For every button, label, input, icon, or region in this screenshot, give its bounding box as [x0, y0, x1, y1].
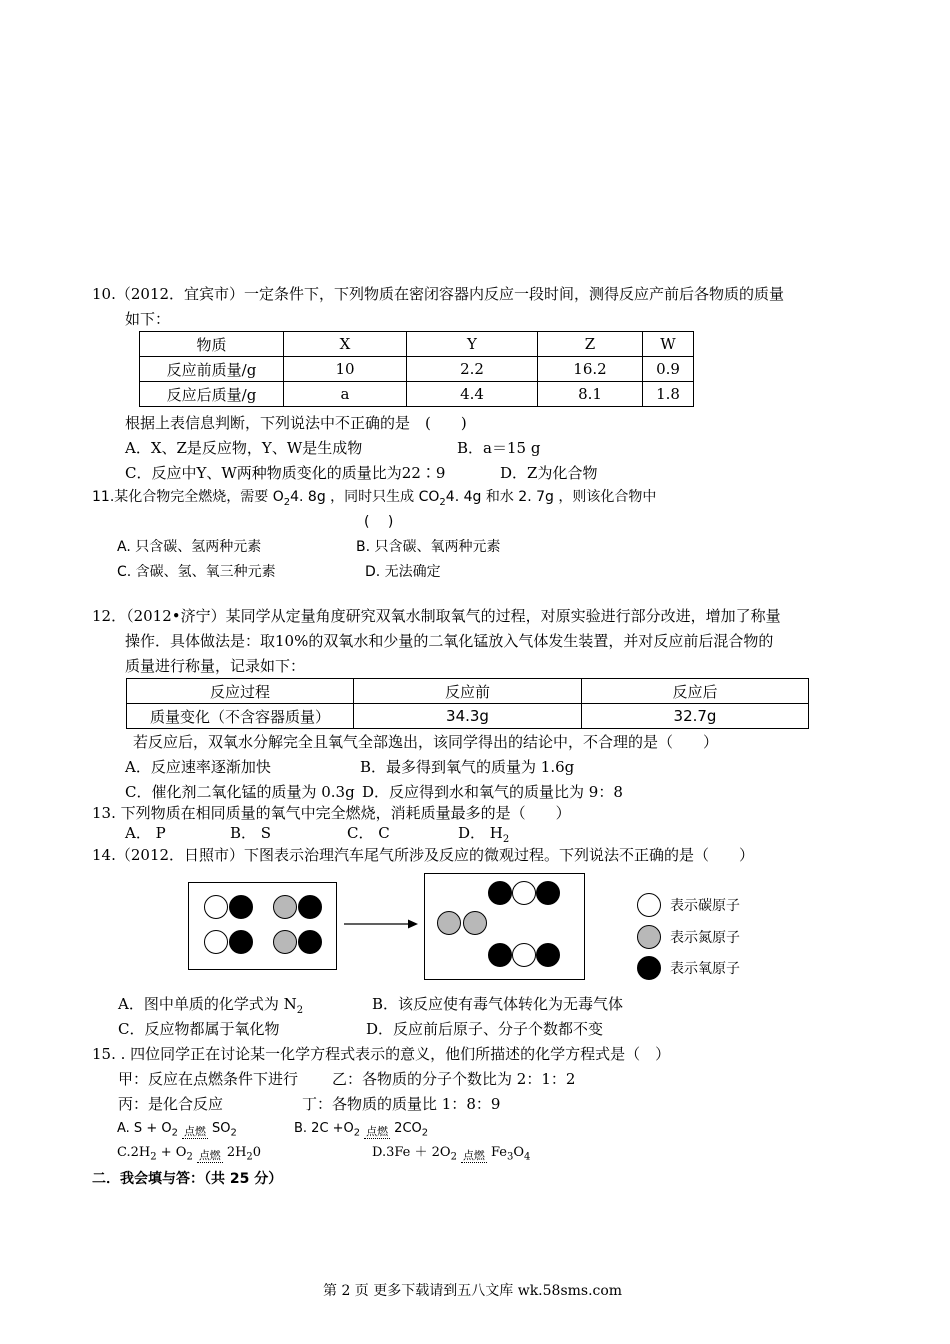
q15-option-a: A. $S + O_2$ 点燃 $SO_2$: [117, 1121, 237, 1139]
q12-stem-line2: 操作．具体做法是：取10%的双氧水和少量的二氧化锰放入气体发生装置，并对反应前后混合物的: [125, 632, 774, 650]
table-cell: 1.8: [643, 382, 694, 407]
q15-option-c: $C.2H_2 + O_2$ 点燃 $2H_20$: [117, 1145, 262, 1163]
table-cell: X: [284, 332, 407, 357]
table-cell: 8.1: [538, 382, 643, 407]
q12-option-d: D．反应得到水和氧气的质量比为 9：8: [362, 783, 623, 801]
table-row: [127, 679, 809, 704]
legend-nitrogen-icon: [637, 925, 661, 949]
page-footer: 第 2 页 更多下载请到五八文库 wk.58sms.com: [323, 1283, 623, 1299]
oxygen-atom-icon: [298, 930, 322, 954]
q12-question: 若反应后，双氧水分解完全且氧气全部逸出，该同学得出的结论中，不合理的是（ ）: [133, 733, 719, 751]
q13-option-b: B． S: [230, 824, 272, 842]
q12-stem-line1: 12．（2012•济宁）某同学从定量角度研究双氧水制取氧气的过程，对原实验进行部分改进，增加了称量: [92, 607, 781, 625]
carbon-atom-icon: [512, 943, 536, 967]
q14-option-d: D．反应前后原子、分子个数都不变: [366, 1020, 604, 1038]
condition-label: 点燃: [198, 1149, 221, 1162]
q14-option-b: B．该反应使有毒气体转化为无毒气体: [372, 995, 624, 1013]
table-cell: 物质: [140, 332, 284, 357]
q10-option-d: D．Z为化合物: [500, 464, 598, 482]
table-row: [140, 357, 694, 382]
oxygen-atom-icon: [536, 943, 560, 967]
legend-carbon-icon: [637, 893, 661, 917]
table-row: [127, 704, 809, 729]
q11-option-c: C. 含碳、氢、氧三种元素: [117, 564, 276, 580]
oxygen-atom-icon: [488, 881, 512, 905]
table-cell: 0.9: [643, 357, 694, 382]
q10-option-c: C．反应中Y、W两种物质变化的质量比为22∶9: [125, 464, 446, 482]
table-cell: 质量变化（不含容器质量）: [127, 704, 354, 729]
q10-stem-line2: 如下：: [125, 310, 171, 328]
table-cell: W: [643, 332, 694, 357]
oxygen-atom-icon: [229, 930, 253, 954]
q10-table: [139, 331, 694, 407]
q14-option-c: C．反应物都属于氧化物: [118, 1020, 280, 1038]
q11-option-d: D. 无法确定: [365, 564, 441, 580]
table-cell: 32.7g: [582, 704, 809, 729]
oxygen-atom-icon: [229, 895, 253, 919]
table-cell: 反应后: [582, 679, 809, 704]
table-cell: 反应过程: [127, 679, 354, 704]
carbon-atom-icon: [204, 895, 228, 919]
table-cell: 2.2: [407, 357, 538, 382]
q12-option-b: B．最多得到氧气的质量为 1.6g: [360, 758, 575, 776]
q11-option-b: B. 只含碳、氧两种元素: [356, 539, 501, 555]
table-cell: 16.2: [538, 357, 643, 382]
q13-option-a: A． P: [125, 824, 166, 842]
nitrogen-atom-icon: [437, 911, 461, 935]
nitrogen-atom-icon: [273, 895, 297, 919]
table-cell: 反应前: [354, 679, 582, 704]
q10-option-b: B．a＝15 g: [457, 439, 541, 457]
oxygen-atom-icon: [298, 895, 322, 919]
table-cell: 34.3g: [354, 704, 582, 729]
q15-option-b: B. $2C +O_2$ 点燃 $2CO_2$: [294, 1121, 429, 1139]
q14-stem: 14.（2012．日照市）下图表示治理汽车尾气所涉及反应的微观过程。下列说法不正确的是（ ）: [92, 846, 755, 864]
q11-stem: 11.某化合物完全燃烧，需要 $O_24$. 8g ，同时只生成 $CO_24$. 4g 和水 2. 7g ，则该化合物中: [92, 489, 657, 508]
q10-option-a: A．X、Z是反应物，Y、W是生成物: [125, 439, 363, 457]
q15-ding: 丁：各物质的质量比 1：8：9: [302, 1095, 501, 1113]
carbon-atom-icon: [512, 881, 536, 905]
q13-option-c: C． C: [347, 824, 390, 842]
table-cell: 4.4: [407, 382, 538, 407]
condition-label: 点燃: [462, 1149, 485, 1162]
legend-oxygen-label: 表示氧原子: [670, 961, 740, 977]
table-cell: Y: [407, 332, 538, 357]
table-cell: 反应前质量/g: [140, 357, 284, 382]
reaction-arrow-icon: [342, 916, 420, 932]
oxygen-atom-icon: [536, 881, 560, 905]
legend-nitrogen-label: 表示氮原子: [670, 930, 740, 946]
legend-carbon-label: 表示碳原子: [670, 898, 740, 914]
oxygen-atom-icon: [488, 943, 512, 967]
table-cell: 10: [284, 357, 407, 382]
q11-paren: ( ): [364, 514, 394, 530]
condition-label: 点燃: [183, 1125, 206, 1138]
q12-table: [126, 678, 809, 729]
q13-stem: 13. 下列物质在相同质量的氧气中完全燃烧，消耗质量最多的是（ ）: [92, 804, 571, 822]
q12-option-a: A．反应速率逐渐加快: [125, 758, 271, 776]
q12-option-c: C．催化剂二氧化锰的质量为 0.3g: [125, 783, 355, 801]
q12-stem-line3: 质量进行称量，记录如下：: [125, 657, 306, 675]
carbon-atom-icon: [204, 930, 228, 954]
q10-question: 根据上表信息判断，下列说法中不正确的是 ( ): [125, 414, 467, 432]
q13-option-d: D． $H_2$: [458, 824, 510, 845]
section-2-heading: 二．我会填与答：（共 25 分）: [92, 1171, 283, 1187]
table-row: [140, 382, 694, 407]
q10-stem-line1: 10.（2012．宜宾市）一定条件下，下列物质在密闭容器内反应一段时间，测得反应产前后各物质的质量: [92, 285, 785, 303]
q11-option-a: A. 只含碳、氢两种元素: [117, 539, 262, 555]
legend-oxygen-icon: [637, 956, 661, 980]
nitrogen-atom-icon: [273, 930, 297, 954]
q15-jia: 甲：反应在点燃条件下进行: [118, 1070, 299, 1088]
q15-yi: 乙：各物质的分子个数比为 2：1：2: [332, 1070, 576, 1088]
nitrogen-atom-icon: [463, 911, 487, 935]
table-row: [140, 332, 694, 357]
table-cell: 反应后质量/g: [140, 382, 284, 407]
q15-stem: 15. . 四位同学正在讨论某一化学方程式表示的意义，他们所描述的化学方程式是（ ）: [92, 1045, 671, 1063]
condition-label: 点燃: [366, 1125, 389, 1138]
q15-bing: 丙：是化合反应: [118, 1095, 224, 1113]
table-cell: a: [284, 382, 407, 407]
table-cell: Z: [538, 332, 643, 357]
q15-option-d: $D.3Fe + 2O_2$ 点燃 $Fe_3O_4$: [372, 1145, 531, 1163]
q14-option-a: A．图中单质的化学式为 $N_2$: [118, 995, 304, 1016]
